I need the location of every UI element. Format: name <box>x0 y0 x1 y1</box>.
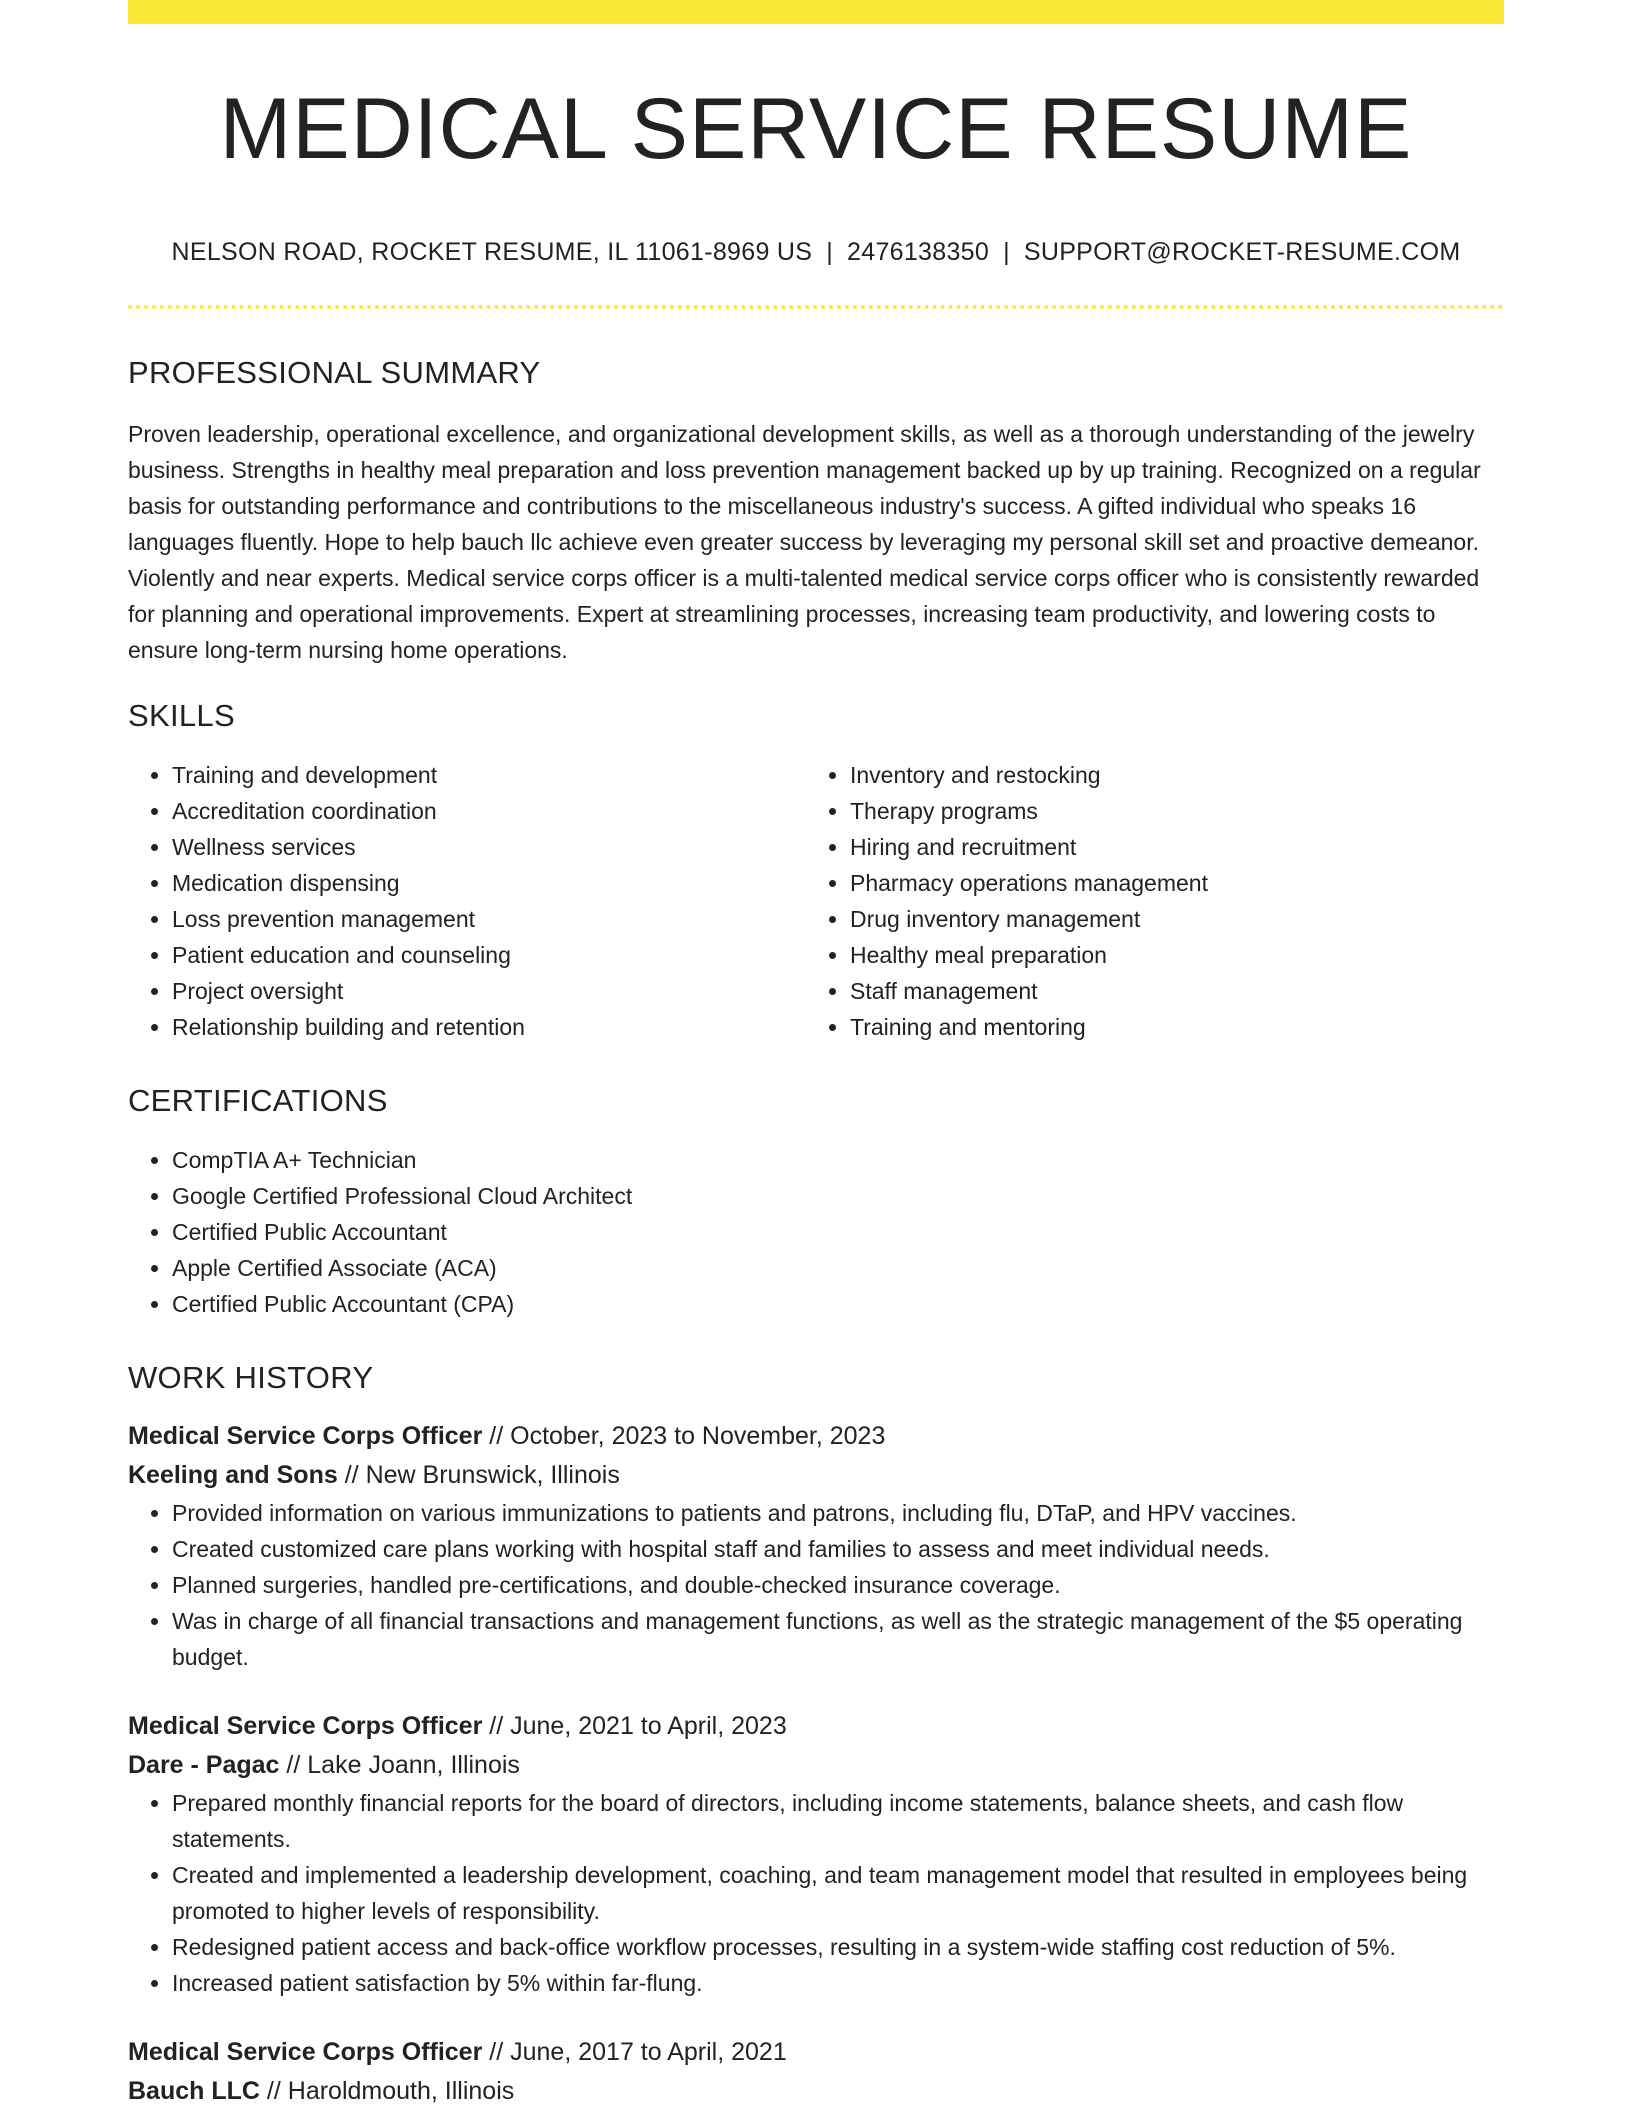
job-separator: // <box>344 1461 359 1489</box>
top-accent-bar <box>128 0 1504 24</box>
certification-item: • Apple Certified Associate (ACA) <box>172 1250 1504 1286</box>
summary-heading: PROFESSIONAL SUMMARY <box>128 355 541 390</box>
certifications-heading: CERTIFICATIONS <box>128 1083 388 1118</box>
job-dates: June, 2017 to April, 2021 <box>510 2038 787 2066</box>
skill-item: • Patient education and counseling <box>172 937 806 973</box>
job-bullet: • Provided information on various immunizations to patients and patrons, including flu, DTaP, and HPV vaccines. <box>172 1495 1504 1531</box>
job-separator: // <box>286 1751 301 1779</box>
job-entry <box>128 1707 1504 2001</box>
skill-item: • Training and development <box>172 757 806 793</box>
job-company: Bauch LLC <box>128 2077 260 2105</box>
skills-list-right <box>806 757 1484 1045</box>
job-bullet: • Was in charge of all financial transactions and management functions, as well as the strategic management of the $5 operating budget. <box>172 1603 1504 1675</box>
job-location: New Brunswick, Illinois <box>365 1461 620 1489</box>
job-location: Lake Joann, Illinois <box>307 1751 520 1779</box>
skill-item: • Staff management <box>850 973 1484 1009</box>
job-company-line <box>128 1746 1504 1785</box>
skills-heading: SKILLS <box>128 698 235 733</box>
skills-column-left <box>128 757 806 1045</box>
resume-page <box>128 0 1504 2111</box>
job-bullet: • Created customized care plans working with hospital staff and families to assess and meet individual needs. <box>172 1531 1504 1567</box>
dotted-divider <box>128 305 1504 309</box>
job-separator: // <box>489 1422 504 1450</box>
job-separator: // <box>489 1712 504 1740</box>
job-dates: June, 2021 to April, 2023 <box>510 1712 787 1740</box>
contact-phone: 2476138350 <box>847 238 990 266</box>
job-bullets <box>128 1785 1504 2001</box>
skill-item: • Drug inventory management <box>850 901 1484 937</box>
skills-column-right <box>806 757 1484 1045</box>
job-separator: // <box>266 2077 281 2105</box>
job-title-line <box>128 2033 1504 2072</box>
skill-item: • Wellness services <box>172 829 806 865</box>
certification-item: • Certified Public Accountant (CPA) <box>172 1286 1504 1322</box>
job-location: Haroldmouth, Illinois <box>287 2077 515 2105</box>
skills-columns <box>128 757 1504 1045</box>
job-bullet: • Increased patient satisfaction by 5% within far-flung. <box>172 1965 1504 2001</box>
skill-item: • Inventory and restocking <box>850 757 1484 793</box>
work-history-heading: WORK HISTORY <box>128 1360 374 1395</box>
job-company: Keeling and Sons <box>128 1461 338 1489</box>
skill-item: • Therapy programs <box>850 793 1484 829</box>
contact-line <box>128 240 1504 265</box>
job-separator: // <box>489 2038 504 2066</box>
skill-item: • Relationship building and retention <box>172 1009 806 1045</box>
job-title-line <box>128 1707 1504 1746</box>
contact-separator: | <box>826 238 834 266</box>
contact-email[interactable]: SUPPORT@ROCKET-RESUME.COM <box>1023 238 1461 266</box>
skill-item: • Loss prevention management <box>172 901 806 937</box>
job-dates: October, 2023 to November, 2023 <box>510 1422 886 1450</box>
job-bullet: • Prepared monthly financial reports for the board of directors, including income statements, balance sheets, and cash flow statements. <box>172 1785 1504 1857</box>
job-title-line <box>128 1417 1504 1456</box>
certification-item: • Google Certified Professional Cloud Architect <box>172 1178 1504 1214</box>
job-bullet: • Planned surgeries, handled pre-certifications, and double-checked insurance coverage. <box>172 1567 1504 1603</box>
skills-list-left <box>128 757 806 1045</box>
resume-title: MEDICAL SERVICE RESUME <box>219 81 1413 177</box>
skill-item: • Hiring and recruitment <box>850 829 1484 865</box>
job-company-line <box>128 1456 1504 1495</box>
contact-address: NELSON ROAD, ROCKET RESUME, IL 11061-8969 US <box>171 238 813 266</box>
certification-item: • CompTIA A+ Technician <box>172 1142 1504 1178</box>
certifications-list <box>128 1142 1504 1322</box>
certification-item: • Certified Public Accountant <box>172 1214 1504 1250</box>
contact-separator: | <box>1003 238 1010 266</box>
job-title: Medical Service Corps Officer <box>128 2038 483 2066</box>
job-bullets <box>128 1495 1504 1675</box>
job-bullet: • Redesigned patient access and back-office workflow processes, resulting in a system-wide staffing cost reduction of 5%. <box>172 1929 1504 1965</box>
job-title: Medical Service Corps Officer <box>128 1422 483 1450</box>
job-company-line <box>128 2072 1504 2111</box>
summary-text: Proven leadership, operational excellence, and organizational development skills, as well as a thorough understanding of the jewelry business. Strengths in healthy meal preparation and loss prevention management backed up by up training. Recognized on a regular basis for outstanding performance and contributions to the miscellaneous industry's success. A gifted individual who speaks 16 languages fluently. Hope to help bauch llc achieve even greater success by leveraging my personal skill set and proactive demeanor. Violently and near experts. Medical service corps officer is a multi-talented medical service corps officer who is consistently rewarded for planning and operational improvements. Expert at streamlining processes, increasing team productivity, and lowering costs to ensure long-term nursing home operations. <box>128 421 1481 663</box>
skill-item: • Accreditation coordination <box>172 793 806 829</box>
skill-item: • Medication dispensing <box>172 865 806 901</box>
job-bullet: • Created and implemented a leadership development, coaching, and team management model that resulted in employees being promoted to higher levels of responsibility. <box>172 1857 1504 1929</box>
skill-item: • Pharmacy operations management <box>850 865 1484 901</box>
skill-item: • Project oversight <box>172 973 806 1009</box>
job-entry <box>128 2033 1504 2111</box>
skill-item: • Training and mentoring <box>850 1009 1484 1045</box>
job-title: Medical Service Corps Officer <box>128 1712 483 1740</box>
skill-item: • Healthy meal preparation <box>850 937 1484 973</box>
job-entry <box>128 1417 1504 1675</box>
job-company: Dare - Pagac <box>128 1751 280 1779</box>
